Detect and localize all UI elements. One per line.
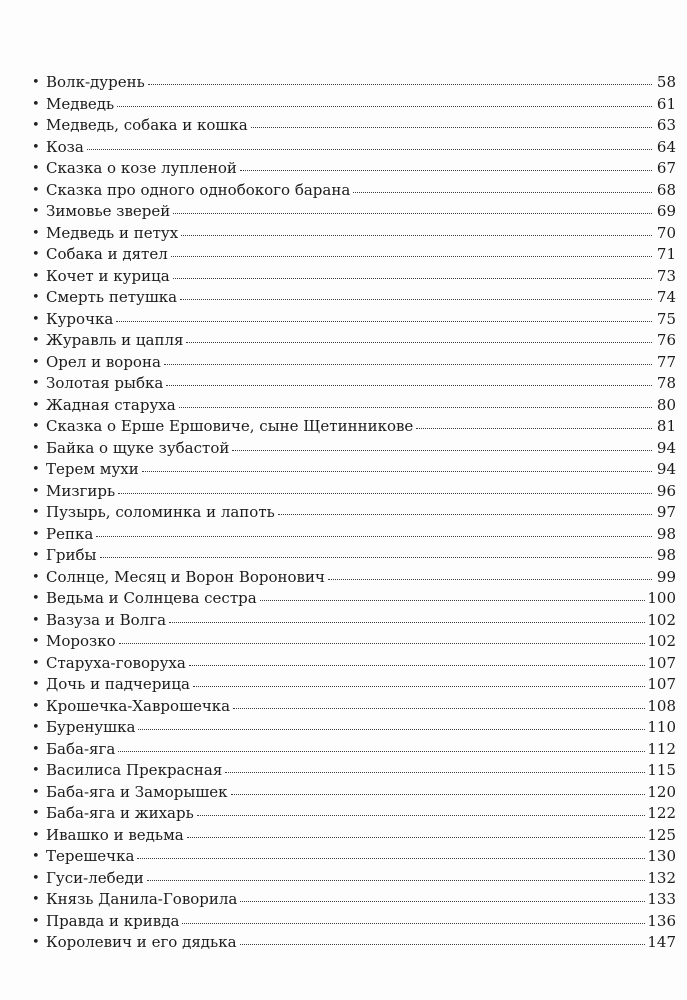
toc-entry-title: Буренушка (46, 717, 136, 739)
toc-entry-page: 115 (647, 761, 676, 779)
toc-entry (32, 825, 676, 847)
toc-entry-page: 133 (647, 890, 676, 908)
toc-entry-title: Золотая рыбка (46, 373, 164, 395)
toc-entry-title: Репка (46, 524, 94, 546)
toc-entry-page: 99 (656, 567, 676, 586)
bullet-icon: • (32, 333, 40, 348)
dot-leader (182, 910, 645, 924)
dot-leader (225, 759, 645, 773)
toc-entry-title: Медведь, собака и кошка (46, 115, 249, 137)
toc-entry (32, 610, 676, 632)
dot-leader (193, 673, 645, 687)
toc-entry (32, 94, 676, 116)
toc-entry-page: 102 (647, 632, 676, 650)
bullet-icon: • (32, 419, 40, 434)
bullet-icon: • (32, 483, 40, 499)
toc-entry-page: 67 (656, 159, 676, 177)
dot-leader (118, 480, 652, 494)
dot-leader (328, 566, 652, 580)
toc-entry-title: Медведь и петух (46, 223, 179, 245)
toc-entry-page: 132 (647, 868, 676, 887)
toc-entry-title: Байка о щуке зубастой (46, 438, 230, 460)
toc-entry (32, 696, 676, 718)
toc-entry-page: 77 (656, 352, 676, 371)
dot-leader (171, 243, 652, 257)
toc-entry (32, 137, 676, 159)
dot-leader (186, 329, 652, 343)
bullet-icon: • (32, 720, 40, 735)
bullet-icon: • (32, 591, 40, 606)
toc-entry-page: 107 (647, 675, 676, 693)
toc-entry-title: Сказка о Ерше Ершовиче, сыне Щетинникове (46, 416, 414, 438)
toc-entry (32, 309, 676, 331)
dot-leader (173, 265, 652, 279)
toc-entry-title: Терем мухи (46, 459, 140, 481)
toc-entry-title: Гуси-лебеди (46, 868, 145, 890)
bullet-icon: • (32, 870, 40, 886)
toc-entry-page: 98 (656, 546, 676, 564)
toc-entry (32, 653, 676, 675)
dot-leader (251, 114, 652, 128)
dot-leader (147, 867, 646, 881)
dot-leader (353, 179, 652, 193)
toc-entry-page: 71 (656, 245, 676, 263)
dot-leader (137, 845, 645, 859)
dot-leader (164, 351, 652, 365)
toc-entry (32, 438, 676, 460)
toc-entry-title: Орел и ворона (46, 352, 162, 374)
toc-entry-title: Курочка (46, 309, 114, 331)
toc-entry-title: Коза (46, 137, 85, 159)
toc-entry-page: 73 (656, 266, 676, 285)
bullet-icon: • (32, 182, 40, 198)
toc-entry (32, 803, 676, 825)
toc-entry-page: 58 (656, 73, 676, 91)
toc-entry-title: Правда и кривда (46, 911, 180, 933)
toc-entry-title: Солнце, Месяц и Ворон Воронович (46, 567, 326, 589)
toc-entry (32, 545, 676, 567)
bullet-icon: • (32, 698, 40, 714)
toc-entry-page: 94 (656, 438, 676, 457)
bullet-icon: • (32, 569, 40, 585)
bullet-icon: • (32, 677, 40, 692)
toc-entry-title: Грибы (46, 545, 98, 567)
dot-leader (240, 157, 652, 171)
toc-entry (32, 244, 676, 266)
toc-entry-title: Вазуза и Волга (46, 610, 167, 632)
toc-entry-page: 107 (647, 653, 676, 672)
toc-entry-page: 97 (656, 503, 676, 521)
toc-entry-title: Собака и дятел (46, 244, 169, 266)
toc-entry-page: 122 (647, 804, 676, 822)
dot-leader (189, 652, 646, 666)
toc-entry-page: 74 (656, 288, 676, 306)
dot-leader (119, 630, 646, 644)
toc-entry-page: 63 (656, 116, 676, 134)
toc-entry-title: Терешечка (46, 846, 135, 868)
dot-leader (187, 824, 646, 838)
bullet-icon: • (32, 827, 40, 843)
bullet-icon: • (32, 354, 40, 370)
bullet-icon: • (32, 204, 40, 219)
bullet-icon: • (32, 268, 40, 284)
toc-entry (32, 868, 676, 890)
bullet-icon: • (32, 849, 40, 864)
toc-entry-title: Журавль и цапля (46, 330, 184, 352)
toc-entry-title: Волк-дурень (46, 72, 146, 94)
dot-leader (169, 609, 645, 623)
bullet-icon: • (32, 440, 40, 456)
toc-entry-title: Зимовье зверей (46, 201, 171, 223)
toc-entry-title: Баба-яга и жихарь (46, 803, 195, 825)
bullet-icon: • (32, 892, 40, 907)
toc-entry (32, 588, 676, 610)
dot-leader (240, 888, 645, 902)
bullet-icon: • (32, 784, 40, 800)
bullet-icon: • (32, 634, 40, 649)
toc-entry (32, 201, 676, 223)
toc-entry-title: Сказка про одного однобокого барана (46, 180, 351, 202)
dot-leader (96, 523, 652, 537)
toc-entry-title: Мизгирь (46, 481, 116, 503)
toc-entry-page: 69 (656, 202, 676, 220)
dot-leader (416, 415, 652, 429)
toc-entry (32, 889, 676, 911)
toc-entry-title: Морозко (46, 631, 117, 653)
dot-leader (278, 501, 652, 515)
toc-entry (32, 502, 676, 524)
toc-entry-page: 136 (647, 911, 676, 930)
bullet-icon: • (32, 462, 40, 477)
toc-entry-page: 75 (656, 309, 676, 328)
toc-entry-page: 64 (656, 137, 676, 156)
toc-entry (32, 674, 676, 696)
bullet-icon: • (32, 225, 40, 241)
bullet-icon: • (32, 247, 40, 262)
toc-entry-page: 98 (656, 524, 676, 543)
toc-entry-page: 80 (656, 395, 676, 414)
toc-entry (32, 932, 676, 954)
toc-entry (32, 223, 676, 245)
toc-entry-title: Жадная старуха (46, 395, 177, 417)
toc-entry (32, 373, 676, 395)
toc-entry (32, 846, 676, 868)
toc-entry-page: 102 (647, 610, 676, 629)
toc-entry (32, 567, 676, 589)
dot-leader (142, 458, 652, 472)
bullet-icon: • (32, 935, 40, 950)
toc-entry (32, 266, 676, 288)
toc-entry-title: Старуха-говоруха (46, 653, 187, 675)
toc-entry-page: 147 (647, 933, 676, 951)
toc-entry (32, 524, 676, 546)
toc-entry-title: Королевич и его дядька (46, 932, 238, 954)
toc-entry-title: Кочет и курица (46, 266, 171, 288)
toc-entry (32, 782, 676, 804)
toc-entry-title: Сказка о козе лупленой (46, 158, 238, 180)
bullet-icon: • (32, 290, 40, 305)
toc-entry-page: 68 (656, 180, 676, 199)
dot-leader (180, 286, 652, 300)
toc-entry-title: Ведьма и Солнцева сестра (46, 588, 258, 610)
toc-entry-page: 81 (656, 417, 676, 435)
bullet-icon: • (32, 763, 40, 778)
bullet-icon: • (32, 913, 40, 929)
bullet-icon: • (32, 311, 40, 327)
table-of-contents (32, 72, 676, 954)
toc-entry-page: 76 (656, 331, 676, 349)
toc-entry (32, 287, 676, 309)
toc-entry-title: Смерть петушка (46, 287, 178, 309)
toc-entry (32, 180, 676, 202)
toc-entry (32, 459, 676, 481)
toc-entry-page: 78 (656, 374, 676, 392)
toc-entry-title: Князь Данила-Говорила (46, 889, 238, 911)
dot-leader (118, 738, 645, 752)
toc-entry-title: Баба-яга (46, 739, 116, 761)
dot-leader (117, 93, 652, 107)
toc-entry-page: 61 (656, 94, 676, 113)
toc-entry-page: 70 (656, 223, 676, 242)
toc-entry (32, 352, 676, 374)
toc-entry-page: 94 (656, 460, 676, 478)
toc-entry-title: Медведь (46, 94, 115, 116)
toc-entry-title: Баба-яга и Заморышек (46, 782, 229, 804)
toc-entry-page: 96 (656, 481, 676, 500)
toc-entry-page: 100 (647, 589, 676, 607)
bullet-icon: • (32, 548, 40, 563)
bullet-icon: • (32, 526, 40, 542)
dot-leader (166, 372, 652, 386)
dot-leader (148, 71, 652, 85)
bullet-icon: • (32, 655, 40, 671)
dot-leader (260, 587, 646, 601)
toc-entry (32, 330, 676, 352)
bullet-icon: • (32, 612, 40, 628)
toc-entry-title: Крошечка-Хаврошечка (46, 696, 231, 718)
toc-entry-page: 125 (647, 825, 676, 844)
bullet-icon: • (32, 161, 40, 176)
bullet-icon: • (32, 139, 40, 155)
toc-entry-page: 110 (647, 718, 676, 736)
toc-entry (32, 115, 676, 137)
dot-leader (179, 394, 652, 408)
bullet-icon: • (32, 96, 40, 112)
toc-entry-page: 112 (647, 739, 676, 758)
dot-leader (87, 136, 652, 150)
toc-entry-title: Пузырь, соломинка и лапоть (46, 502, 276, 524)
toc-entry (32, 911, 676, 933)
bullet-icon: • (32, 118, 40, 133)
toc-entry (32, 158, 676, 180)
dot-leader (173, 200, 652, 214)
dot-leader (138, 716, 645, 730)
dot-leader (100, 544, 652, 558)
toc-entry-page: 130 (647, 847, 676, 865)
toc-entry (32, 416, 676, 438)
toc-entry-title: Василиса Прекрасная (46, 760, 223, 782)
bullet-icon: • (32, 75, 40, 90)
toc-entry (32, 760, 676, 782)
toc-entry (32, 739, 676, 761)
dot-leader (231, 781, 646, 795)
toc-entry-title: Дочь и падчерица (46, 674, 191, 696)
toc-entry-page: 108 (647, 696, 676, 715)
dot-leader (232, 437, 652, 451)
toc-entry-title: Ивашко и ведьма (46, 825, 185, 847)
toc-entry (32, 717, 676, 739)
bullet-icon: • (32, 741, 40, 757)
dot-leader (233, 695, 645, 709)
toc-entry (32, 481, 676, 503)
dot-leader (240, 931, 646, 945)
bullet-icon: • (32, 376, 40, 391)
dot-leader (197, 802, 646, 816)
bullet-icon: • (32, 806, 40, 821)
toc-entry (32, 631, 676, 653)
bullet-icon: • (32, 397, 40, 413)
toc-entry (32, 395, 676, 417)
dot-leader (116, 308, 652, 322)
dot-leader (181, 222, 652, 236)
bullet-icon: • (32, 505, 40, 520)
toc-entry-page: 120 (647, 782, 676, 801)
toc-entry (32, 72, 676, 94)
